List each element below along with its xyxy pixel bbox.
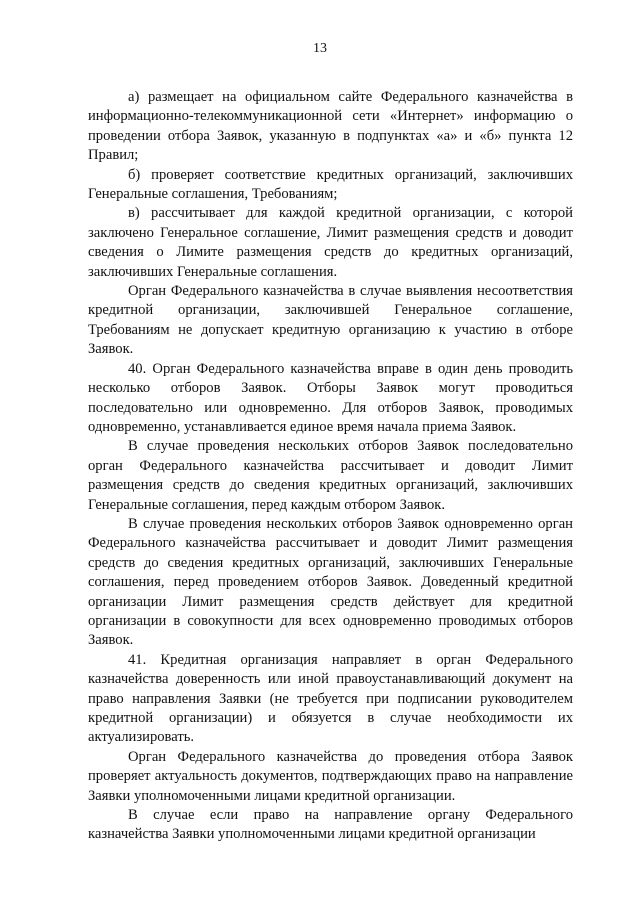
paragraph-document-check: Орган Федерального казначейства до проведения отбора Заявок проверяет актуальность документов, подтверждающих право на направление Заявки уполномоченными лицами кредитной организации. (88, 748, 573, 804)
paragraph-subitem-b: б) проверяет соответствие кредитных организаций, заключивших Генеральные соглашения, Требованиям; (88, 166, 573, 203)
paragraph-item-40: 40. Орган Федерального казначейства вправе в один день проводить несколько отборов Заявок. Отборы Заявок могут проводиться последовательно или одновременно. Для отборов Заявок, проводимых одновременно, устанавливается единое время начала приема Заявок. (88, 360, 573, 435)
paragraph-authority-case: В случае если право на направление органу Федерального казначейства Заявки уполномоченными лицами кредитной организации (88, 807, 573, 843)
paragraph-simultaneous-selections: В случае проведения нескольких отборов Заявок одновременно орган Федерального казначейства рассчитывает и доводит Лимит размещения средств до сведения кредитных организаций, заключивших Генеральные соглашения, перед проведением отборов Заявок. Доведенный кредитной организации Лимит размещения средств действует для кредитной организации в совокупности для всех одновременно проводимых отборов Заявок. (88, 515, 573, 649)
document-body (88, 88, 573, 845)
paragraph-noncompliance: Орган Федерального казначейства в случае выявления несоответствия кредитной организации, заключившей Генеральное соглашение, Требованиям не допускает кредитную организацию к участию в отборе Заявок. (88, 283, 573, 358)
paragraph-subitem-a: а) размещает на официальном сайте Федерального казначейства в информационно-телекоммуникационной сети «Интернет» информацию о проведении отбора Заявок, указанную в подпунктах «а» и «б» пункта 12 Правил; (88, 89, 573, 164)
page-number: 13 (313, 41, 327, 56)
paragraph-item-41: 41. Кредитная организация направляет в орган Федерального казначейства доверенность или иной правоустанавливающий документ на право направления Заявки (не требуется при подписании руководителем кредитной организации) и обязуется в случае необходимости их актуализировать. (88, 651, 573, 746)
paragraph-subitem-v: в) рассчитывает для каждой кредитной организации, с которой заключено Генеральное соглашение, Лимит размещения средств и доводит сведения о Лимите размещения средств до кредитных организаций, заключивших Генеральные соглашения. (88, 205, 573, 280)
paragraph-sequential-selections: В случае проведения нескольких отборов Заявок последовательно орган Федерального казначейства рассчитывает и доводит Лимит размещения средств до сведения кредитных организаций, заключивших Генеральные соглашения, перед каждым отбором Заявок. (88, 438, 573, 513)
